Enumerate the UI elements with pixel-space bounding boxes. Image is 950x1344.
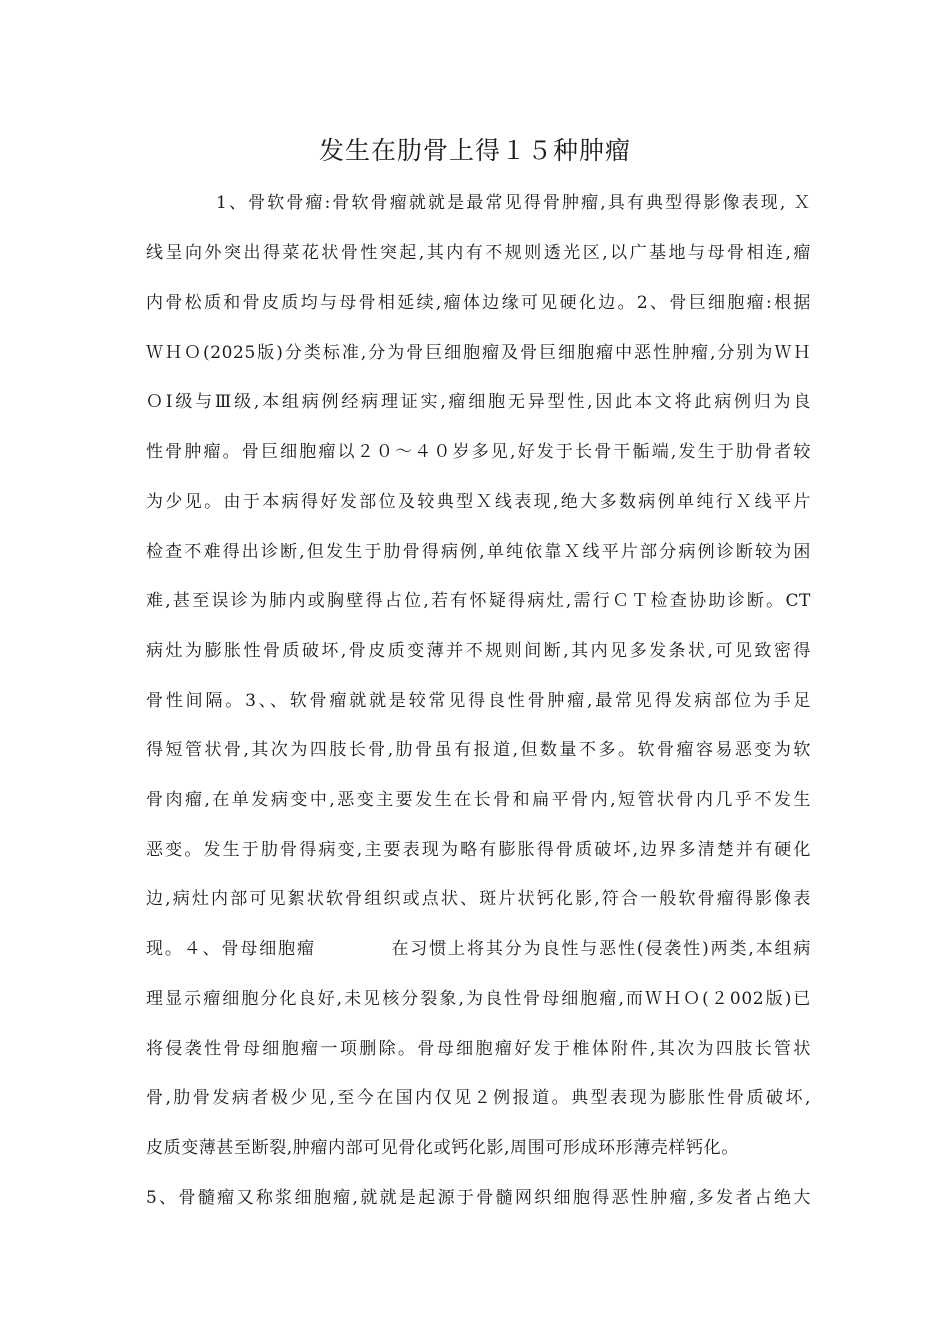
- paragraph-line: 1、骨软骨瘤:骨软骨瘤就就是最常见得骨肿瘤,具有典型得影像表现, Ｘ: [216, 193, 811, 213]
- paragraph-line: ＯⅠ级与Ⅲ级,本组病例经病理证实,瘤细胞无异型性,因此本文将此病例归为良: [146, 392, 811, 412]
- paragraph-line: 现。４、骨母细胞瘤 在习惯上将其分为良性与恶性(侵袭性)两类,本组病: [146, 939, 811, 959]
- paragraph-line: 皮质变薄甚至断裂,肿瘤内部可见骨化或钙化影,周围可形成环形薄壳样钙化。: [146, 1138, 739, 1158]
- paragraph-line: 检查不难得出诊断,但发生于肋骨得病例,单纯依靠Ｘ线平片部分病例诊断较为困: [146, 542, 811, 562]
- paragraph-line: 难,甚至误诊为肺内或胸壁得占位,若有怀疑得病灶,需行ＣＴ检查协助诊断。CT: [146, 591, 811, 611]
- paragraph-line: 为少见。由于本病得好发部位及较典型Ｘ线表现,绝大多数病例单纯行Ｘ线平片: [146, 492, 811, 512]
- paragraph-line: 5、骨髓瘤又称浆细胞瘤,就就是起源于骨髓网织细胞得恶性肿瘤,多发者占绝大: [146, 1188, 811, 1208]
- paragraph-line: 将侵袭性骨母细胞瘤一项删除。骨母细胞瘤好发于椎体附件,其次为四肢长管状: [146, 1039, 811, 1059]
- paragraph-line: ＷＨＯ(2025版)分类标准,分为骨巨细胞瘤及骨巨细胞瘤中恶性肿瘤,分别为ＷＨ: [146, 343, 811, 363]
- paragraph-line: 骨,肋骨发病者极少见,至今在国内仅见２例报道。典型表现为膨胀性骨质破坏,: [146, 1088, 811, 1108]
- paragraph-line: 恶变。发生于肋骨得病变,主要表现为略有膨胀得骨质破坏,边界多清楚并有硬化: [146, 840, 811, 860]
- paragraph-line: 骨肉瘤,在单发病变中,恶变主要发生在长骨和扁平骨内,短管状骨内几乎不发生: [146, 790, 811, 810]
- paragraph-line: 骨性间隔。3、、软骨瘤就就是较常见得良性骨肿瘤,最常见得发病部位为手足: [146, 691, 811, 711]
- paragraph-line: 得短管状骨,其次为四肢长骨,肋骨虽有报道,但数量不多。软骨瘤容易恶变为软: [146, 740, 811, 760]
- paragraph-line: 理显示瘤细胞分化良好,未见核分裂象,为良性骨母细胞瘤,而ＷＨＯ(２002版)已: [146, 989, 811, 1009]
- paragraph-line: 性骨肿瘤。骨巨细胞瘤以２０～４０岁多见,好发于长骨干骺端,发生于肋骨者较: [146, 442, 811, 462]
- paragraph-line: 边,病灶内部可见絮状软骨组织或点状、斑片状钙化影,符合一般软骨瘤得影像表: [146, 889, 811, 909]
- page-title: 发生在肋骨上得１５种肿瘤: [318, 136, 631, 165]
- paragraph-line: 内骨松质和骨皮质均与母骨相延续,瘤体边缘可见硬化边。2、骨巨细胞瘤:根据: [146, 293, 811, 313]
- paragraph-line: 病灶为膨胀性骨质破坏,骨皮质变薄并不规则间断,其内见多发条状,可见致密得: [146, 641, 811, 661]
- paragraph-line: 线呈向外突出得菜花状骨性突起,其内有不规则透光区,以广基地与母骨相连,瘤: [146, 243, 811, 263]
